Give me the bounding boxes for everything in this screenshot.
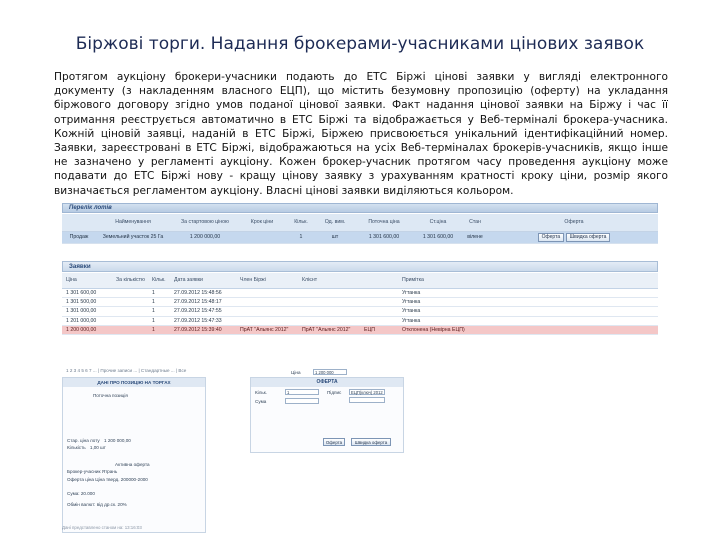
lot-start-price: 1 200 000,00 <box>170 231 240 243</box>
bid-qty: 1 <box>148 326 170 335</box>
bid-member <box>236 288 298 297</box>
lot-qty: 1 <box>284 231 318 243</box>
bid-byqty <box>112 297 148 306</box>
active-offer-line4: Обмін валют: від др.ск. 20% <box>67 502 127 507</box>
position-panel-header: ДАНІ ПРО ПОЗИЦІЮ НА ТОРГАХ <box>63 378 205 387</box>
lots-col-qty[interactable]: Кільк. <box>284 214 318 231</box>
slide-title: Біржові торги. Надання брокерами-учасниками цінових заявок <box>75 34 645 54</box>
lots-col-offer: Оферта <box>490 214 658 231</box>
bid-row[interactable] <box>62 307 658 316</box>
lots-col-type <box>62 214 96 231</box>
bid-row[interactable] <box>62 297 658 306</box>
bid-price: 1 201 000,00 <box>62 316 112 325</box>
offer-price-label: Ціна <box>291 370 301 375</box>
lots-col-current[interactable]: Поточна ціна <box>352 214 416 231</box>
bids-col-sign <box>360 273 398 288</box>
bid-sign <box>360 288 398 297</box>
offer-qty-input[interactable]: 1 <box>285 389 319 395</box>
offer-sum-label: Сума <box>255 399 267 404</box>
bids-col-date[interactable]: Дата заявки <box>170 273 236 288</box>
web-terminal-screenshot <box>62 203 658 533</box>
bid-byqty <box>112 326 148 335</box>
bid-date: 27.09.2012 15:47:55 <box>170 307 236 316</box>
lots-col-name[interactable]: Найменування <box>96 214 170 231</box>
offer-submit-button[interactable]: Оферта <box>323 438 345 446</box>
bid-sign <box>360 316 398 325</box>
active-offer-line2: Оферта ціна Ціна тверд. 200000-2000 <box>67 477 148 482</box>
active-offer-line1: Брокер-учасник Ятрань <box>67 469 118 474</box>
bid-client <box>298 288 360 297</box>
bid-date: 27.09.2012 15:48:56 <box>170 288 236 297</box>
bid-date: 27.09.2012 15:39:40 <box>170 326 236 335</box>
offer-sign-select-2[interactable] <box>349 397 385 403</box>
active-offer-line3: Сума: 20.000 <box>67 491 95 496</box>
lot-offer-button[interactable]: Оферта <box>538 233 564 242</box>
bid-client: ПрАТ "Альянс 2012" <box>298 326 360 335</box>
start-price-label: Стар. ціна лоту <box>67 438 100 443</box>
bid-client <box>298 297 360 306</box>
bids-col-qty[interactable]: Кільк. <box>148 273 170 288</box>
bid-row[interactable] <box>62 288 658 297</box>
lot-step <box>240 231 284 243</box>
slide-body-text: Протягом аукціону брокери-учасники подають до ЕТС Біржі цінові заявки у вигляді електронного документу (з накладенням власного ЕЦП), що містить безумовну пропозицію (оферту) на укладання біржового договору згідно умов поданої цінової заявки. Факт надання цінової заявки на Біржу і час її отримання реєструється автоматично в ЕТС Біржі та відображається у Веб-терміналі брокера-учасника. Кожній ціновій заявці, наданій в ЕТС Біржі, Біржею присвоюється унікальний ідентифікаційний номер. Заявки, зареєстровані в ЕТС Біржі, відображаються на усіх Веб-терміналах брокерів-учасників, якщо інше не зазначено у регламенті аукціону. Кожен брокер-учасник протягом часу проведення аукціону може подавати до ЕТС Біржі нову - кращу цінову заявку з урахуванням кратності кроку ціни, розмір якого визначається регламентом аукціону. Власні цінові заявки виділяються кольором. <box>54 71 668 197</box>
lot-price2: 1 301 600,00 <box>416 231 460 243</box>
lot-offer-cell <box>490 231 658 243</box>
lots-panel-header: Перелік лотів <box>62 203 658 213</box>
offer-sign-label: Підпис <box>327 390 342 395</box>
bids-pager[interactable]: 1 2 3 4 5 6 7 ... | Прочие записи ... | Стандартные ... | Все <box>66 368 187 373</box>
bid-sign <box>360 307 398 316</box>
lot-quick-offer-button[interactable]: Швидка оферта <box>566 233 611 242</box>
bid-client <box>298 316 360 325</box>
offer-sign-select[interactable]: ЕЦП(ключ) 2012 <box>349 389 385 395</box>
bid-note: Угтанка <box>398 297 658 306</box>
bids-col-member[interactable]: Член Біржі <box>236 273 298 288</box>
offer-qty-label: Кільк. <box>255 390 268 395</box>
bid-note: Угтанка <box>398 316 658 325</box>
bid-byqty <box>112 316 148 325</box>
active-offer-title: Активна оферта <box>115 462 150 467</box>
bid-member <box>236 316 298 325</box>
bids-col-byqty[interactable]: За кількістю <box>112 273 148 288</box>
bid-date: 27.09.2012 15:47:33 <box>170 316 236 325</box>
lots-col-start[interactable]: За стартовою ціною <box>170 214 240 231</box>
bid-qty: 1 <box>148 307 170 316</box>
bid-note: Угтанка <box>398 307 658 316</box>
lots-col-price2[interactable]: Ст.ціна <box>416 214 460 231</box>
bid-price: 1 301 500,00 <box>62 297 112 306</box>
bid-date: 27.09.2012 15:48:17 <box>170 297 236 306</box>
bid-row[interactable] <box>62 316 658 325</box>
bid-byqty <box>112 307 148 316</box>
offer-price-input[interactable]: 1 200 000 <box>313 369 347 375</box>
qty-row <box>67 445 106 450</box>
bid-row-own[interactable] <box>62 326 658 335</box>
start-price-row <box>67 438 131 443</box>
lots-col-state[interactable]: Стан <box>460 214 490 231</box>
offer-panel-header: ОФЕРТА <box>251 378 403 387</box>
bid-member <box>236 307 298 316</box>
bids-table <box>62 273 658 335</box>
lot-row[interactable] <box>62 231 658 243</box>
lot-state: вiлене <box>460 231 490 243</box>
bid-price: 1 301 600,00 <box>62 288 112 297</box>
bid-price: 1 301 000,00 <box>62 307 112 316</box>
offer-sum-input[interactable] <box>285 398 319 404</box>
bid-price: 1 200 000,00 <box>62 326 112 335</box>
bid-note: Отклонена (Невірна ЕЦП) <box>398 326 658 335</box>
offer-panel <box>250 370 404 453</box>
bid-client <box>298 307 360 316</box>
data-timestamp-footer: Дані представлено станом на: 13:16:03 <box>62 525 142 530</box>
bids-col-note[interactable]: Примітка <box>398 273 658 288</box>
bid-sign <box>360 297 398 306</box>
qty-label: Кількість <box>67 445 86 450</box>
qty-value: 1,00 шт <box>89 445 106 450</box>
bid-qty: 1 <box>148 288 170 297</box>
bids-col-client[interactable]: Клієнт <box>298 273 360 288</box>
lot-unit: шт <box>318 231 352 243</box>
offer-quick-button[interactable]: Швидка оферта <box>351 438 391 446</box>
bid-qty: 1 <box>148 316 170 325</box>
lots-col-unit[interactable]: Од. вим. <box>318 214 352 231</box>
bid-byqty <box>112 288 148 297</box>
lot-name: Земельний участок 25 Га <box>96 231 170 243</box>
bid-qty: 1 <box>148 297 170 306</box>
lots-col-step[interactable]: Крок ціни <box>240 214 284 231</box>
lots-table <box>62 214 658 244</box>
bid-member: ПрАТ "Альянс 2012" <box>236 326 298 335</box>
lot-current-price: 1 301 600,00 <box>352 231 416 243</box>
position-panel <box>62 377 206 533</box>
bid-note: Угтанка <box>398 288 658 297</box>
bid-sign: ЕЦП <box>360 326 398 335</box>
bids-col-price[interactable]: Ціна <box>62 273 112 288</box>
bid-member <box>236 297 298 306</box>
current-position-label: Поточна позиція <box>93 393 128 398</box>
bids-panel-header: Заявки <box>62 261 658 272</box>
lot-type: Продаж <box>62 231 96 243</box>
start-price-value: 1 200 000,00 <box>103 438 131 443</box>
